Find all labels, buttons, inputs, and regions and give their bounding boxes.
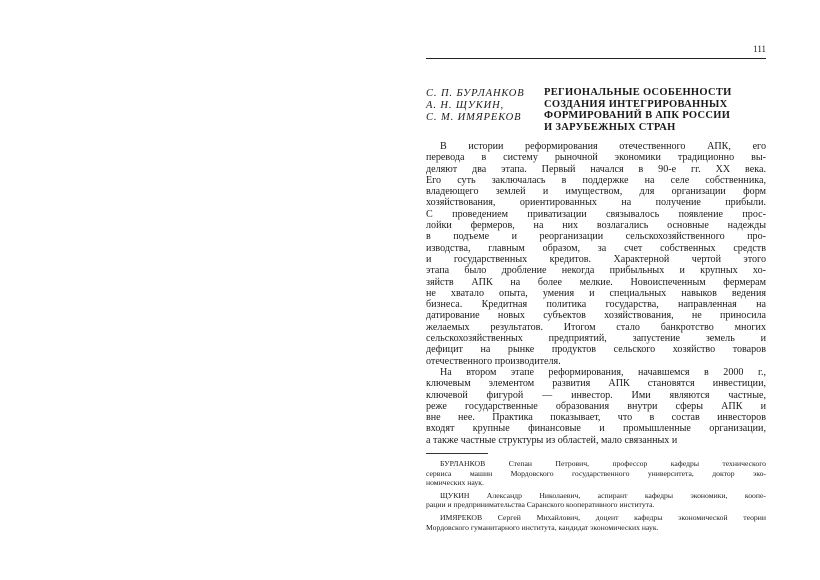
footnote-line: рации и предпринимательства Саранского кооперативного института. xyxy=(426,500,655,510)
body-line: На втором этапе реформирования, начавшемся в 2000 г., xyxy=(440,366,766,378)
body-line: В истории реформирования отечественного АПК, его xyxy=(440,141,766,152)
footnote-line: ИМЯРЕКОВ Сергей Михайлович, доцент кафедры экономической теории xyxy=(440,512,766,522)
journal-page xyxy=(426,44,766,532)
article-header xyxy=(426,87,766,133)
body-line: Его суть заключалась в поддержке на селе собственника, xyxy=(426,174,766,186)
body-line: изводства, главным образом, за счет собственных средств xyxy=(426,242,766,254)
body-line: желаемых результатов. Итогом стало банкротство многих xyxy=(426,321,766,333)
body-line: не хватало опыта, умения и специальных навыков ведения xyxy=(426,287,766,299)
author-name: С. М. ИМЯРЕКОВ xyxy=(426,112,522,123)
author-name: А. Н. ЩУКИН, xyxy=(426,100,505,111)
title-line: РЕГИОНАЛЬНЫЕ ОСОБЕННОСТИ xyxy=(544,87,732,98)
body-line: ключевым элементом развития АПК становятся инвестиции, xyxy=(426,378,766,390)
article-body xyxy=(426,141,766,446)
body-line: зяйств АПК на более мелкие. Новоиспеченным фермерам xyxy=(426,276,766,288)
footnote-line: номических наук. xyxy=(426,478,484,488)
footnote-line: БУРЛАНКОВ Степан Петрович, профессор кафедры технического xyxy=(440,459,766,469)
article-title xyxy=(544,87,766,133)
author-footnote xyxy=(426,491,766,510)
author-footnote xyxy=(426,459,766,488)
body-line: хозяйствования, ориентированных на получение прибыли. xyxy=(426,197,766,209)
author-footnotes xyxy=(426,459,766,532)
body-line: деляют два этапа. Первый начался в 90-е гг. XX века. xyxy=(426,163,766,175)
page-number: 111 xyxy=(426,44,766,59)
author-list xyxy=(426,87,544,133)
body-line: перевода в систему рыночной экономики традиционно вы- xyxy=(426,152,766,164)
body-line: вне нее. Практика показывает, что в состав инвесторов xyxy=(426,412,766,424)
body-line: реже государственные образования внутри сферы АПК и xyxy=(426,400,766,412)
body-line: бизнеса. Кредитная политика государства, направленная на xyxy=(426,299,766,311)
body-line: дефицит на рынке продуктов сельского хозяйство товаров xyxy=(426,344,766,356)
author-footnote xyxy=(426,513,766,532)
footnote-line: ЩУКИН Александр Николаевич, аспирант кафедры экономики, коопе- xyxy=(440,490,766,500)
footnote-divider xyxy=(426,453,488,454)
body-line: а также частные структуры из областей, мало связанных и xyxy=(426,434,678,446)
title-line: СОЗДАНИЯ ИНТЕГРИРОВАННЫХ xyxy=(544,98,728,110)
title-line: И ЗАРУБЕЖНЫХ СТРАН xyxy=(544,121,676,133)
body-line: этапа было дробление некогда прибыльных и крупных хо- xyxy=(426,265,766,277)
body-line: С проведением приватизации связывалось появление прос- xyxy=(426,208,766,220)
body-line: сельскохозяйственных предприятий, запустение земель и xyxy=(426,333,766,345)
footnote-line: сервиса машин Мордовского государственного университета, доктор эко- xyxy=(426,468,766,478)
body-line: датирование новых субъектов хозяйствования, не приносила xyxy=(426,310,766,322)
body-line: ключевой фигурой — инвестор. Ими являются частные, xyxy=(426,389,766,401)
body-line: владеющего землей и имуществом, для организации форм xyxy=(426,186,766,198)
body-line: в подъеме и реорганизации сельскохозяйственного про- xyxy=(426,231,766,243)
footnote-line: Мордовского гуманитарного института, кандидат экономических наук. xyxy=(426,522,659,532)
body-line: и государственных кредитов. Характерной чертой этого xyxy=(426,253,766,265)
body-line: входят крупные финансовые и промышленные организации, xyxy=(426,423,766,435)
body-line: лойки фермеров, на них возлагались основные надежды xyxy=(426,220,766,232)
title-line: ФОРМИРОВАНИЙ В АПК РОССИИ xyxy=(544,110,731,121)
author-name: С. П. БУРЛАНКОВ xyxy=(426,88,525,99)
body-line: отечественного производителя. xyxy=(426,355,561,367)
